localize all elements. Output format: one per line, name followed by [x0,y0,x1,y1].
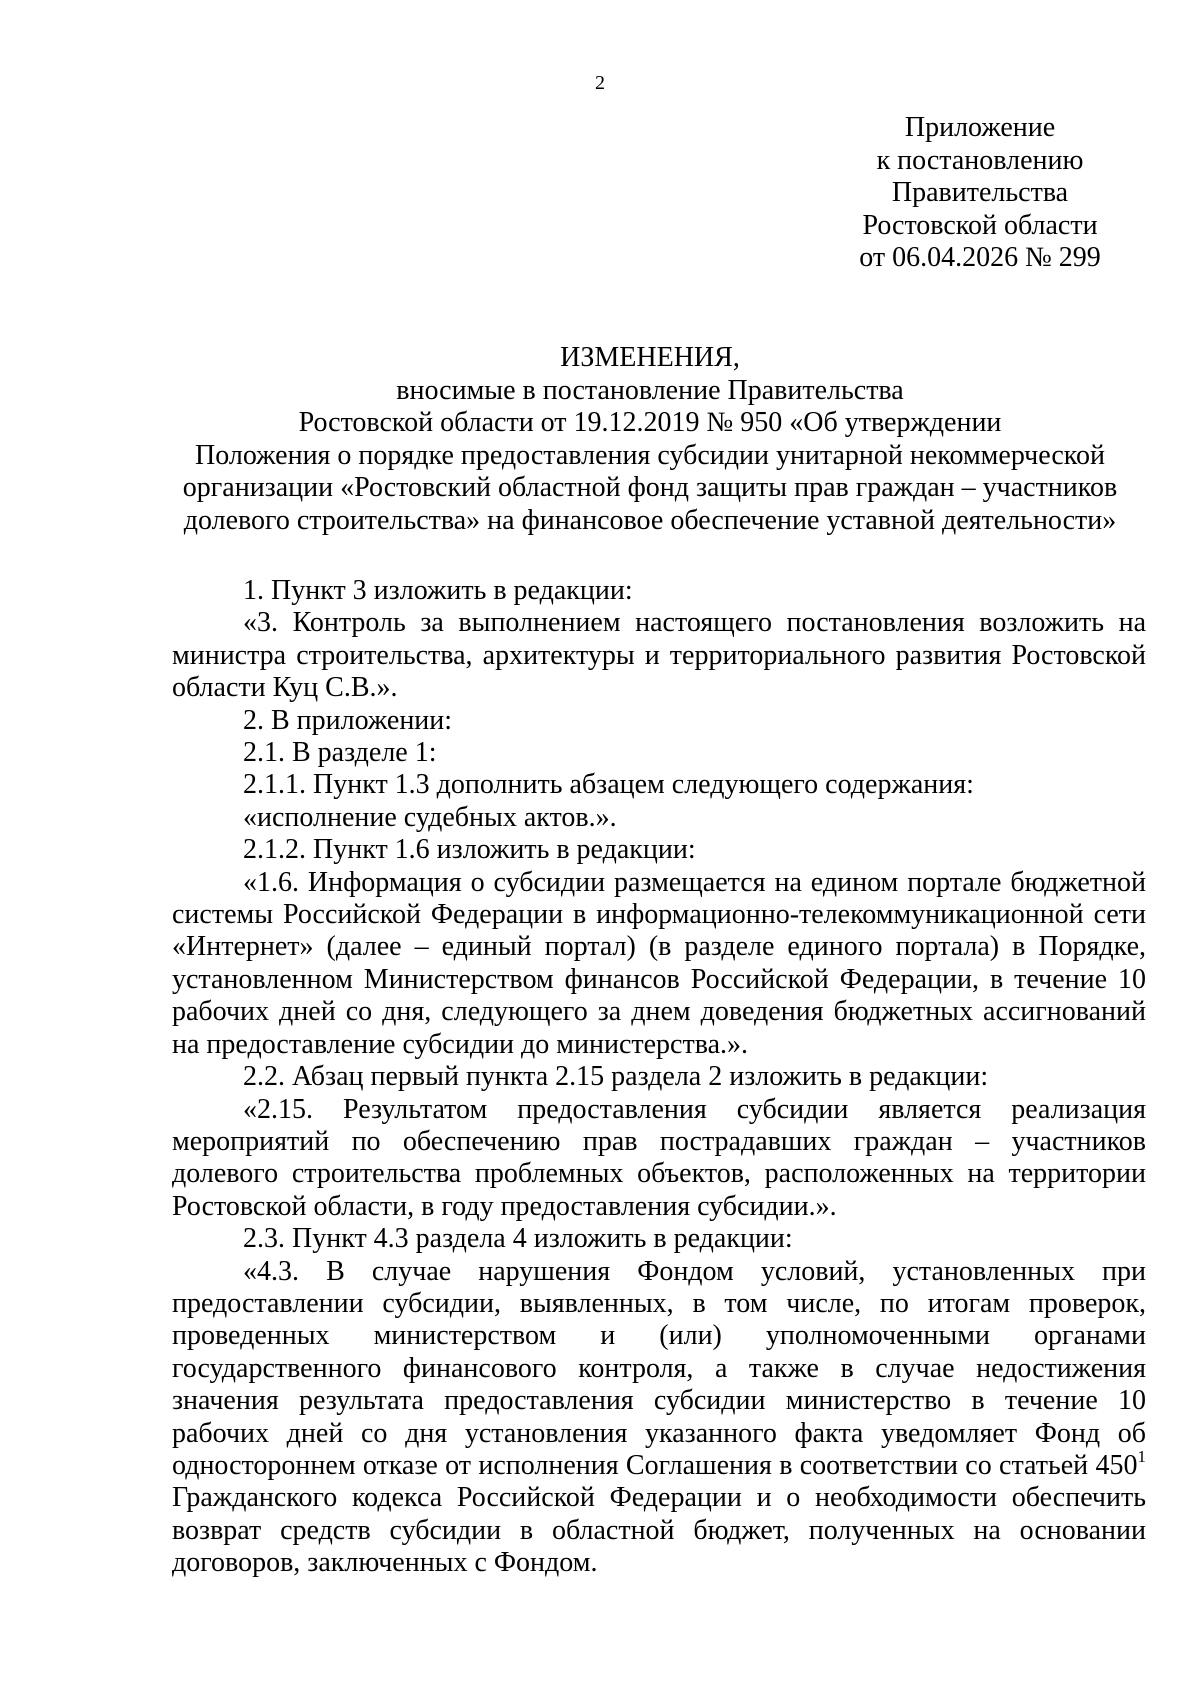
paragraph: 2.1.2. Пункт 1.6 изложить в редакции: [243,834,696,866]
page-number: 2 [595,72,605,94]
title-heading: ИЗМЕНЕНИЯ, [560,342,740,373]
appendix-line: Правительства [891,177,1069,208]
title-line: организации «Ростовский областной фонд защиты прав граждан – участников [182,472,1118,503]
paragraph: «1.6. Информация о субсидии размещается на едином портале бюджетной системы Российской Федерации в информационно-телекоммуникационной сети «Интернет» (далее – единый портал) (в разделе единого портала) в Порядке, установленном Министерством финансов Российской Федерации, в течение 10 рабочих дней со дня, следующего за днем доведения бюджетных ассигнований на предоставление субсидии до министерства.». [172,866,1146,1060]
paragraph: «2.15. Результатом предоставления субсидии является реализация мероприятий по обеспечению прав пострадавших граждан – участников долевого строительства проблемных объектов, расположенных на территории Ростовской области, в году предоставления субсидии.». [172,1093,1146,1222]
title-line: вносимые в постановление Правительства [396,374,904,406]
paragraph [172,1256,1146,1580]
title-line: Положения о порядке предоставления субсидии унитарной некоммерческой [195,439,1105,471]
paragraph: 2.2. Абзац первый пункта 2.15 раздела 2 изложить в редакции: [243,1061,989,1093]
document-body [172,575,1146,1580]
appendix-line: от 06.04.2026 № 299 [859,242,1101,273]
appendix-block [820,112,1140,275]
paragraph: 2.1.1. Пункт 1.3 дополнить абзацем следующего содержания: [243,769,974,801]
title-line: Ростовской области от 19.12.2019 № 950 «Об утверждении [298,407,1002,438]
appendix-line: Приложение [904,112,1056,143]
paragraph: 2.1. В разделе 1: [243,737,437,769]
paragraph-text: «4.3. В случае нарушения Фондом условий, установленных при предоставлении субсидии, выявленных, в том числе, по итогам проверок, проведенных министерством и (или) уполномоченными органами государственного финансового контроля, а также в случае недостижения значения результата предоставления субсидии министерство в течение 10 рабочих дней со дня установления указанного факта уведомляет Фонд об одностороннем отказе от исполнения Соглашения в соответствии со статьей 450 [172,1255,1146,1481]
appendix-line: Ростовской области [862,209,1098,241]
document-title [160,342,1140,537]
appendix-line: к постановлению [876,144,1084,176]
paragraph: «3. Контроль за выполнением настоящего постановления возложить на министра строительства, архитектуры и территориального развития Ростовской области Куц С.В.». [172,607,1146,704]
article-superscript: 1 [1137,1446,1146,1466]
paragraph: 2.3. Пункт 4.3 раздела 4 изложить в редакции: [243,1223,793,1255]
title-line: долевого строительства» на финансовое обеспечение уставной деятельности» [183,504,1117,536]
paragraph: 2. В приложении: [243,704,453,736]
paragraph: 1. Пункт 3 изложить в редакции: [243,575,633,606]
paragraph: «исполнение судебных актов.». [243,801,617,833]
paragraph-text: Гражданского кодекса Российской Федерации и о необходимости обеспечить возврат средств субсидии в областной бюджет, полученных на основании договоров, заключенных с Фондом. [172,1482,1146,1579]
